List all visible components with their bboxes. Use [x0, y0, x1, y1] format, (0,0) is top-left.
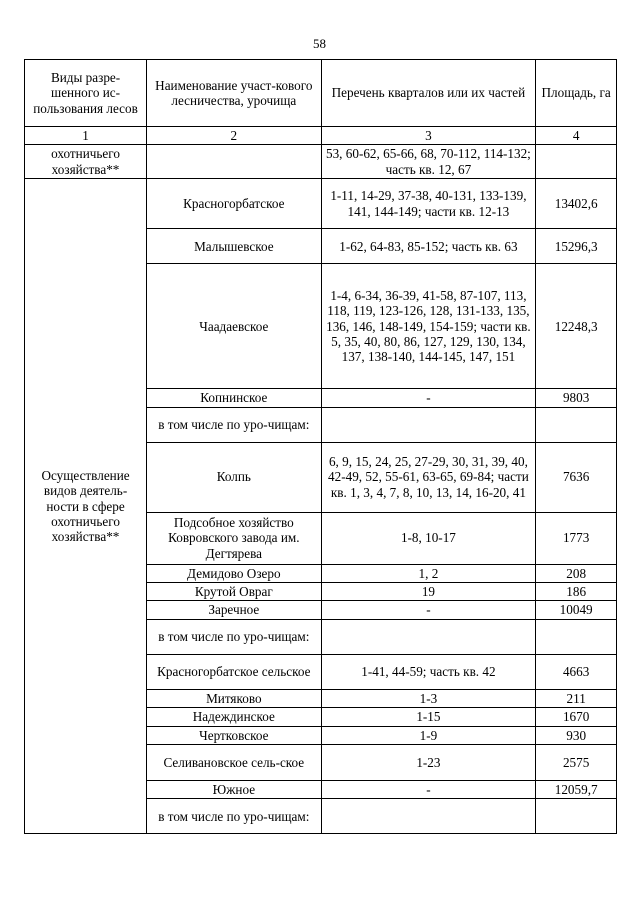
column-number: 4 [536, 127, 617, 145]
area-value: 1773 [536, 512, 617, 564]
area-value: 4663 [536, 654, 617, 689]
area-value: 10049 [536, 601, 617, 619]
forestry-name: Южное [147, 781, 321, 799]
forestry-name: Демидово Озеро [147, 564, 321, 582]
forestry-name: Красногорбатское [147, 179, 321, 229]
forestry-name: Копнинское [147, 389, 321, 407]
quarters-list: - [321, 781, 536, 799]
quarters-list: - [321, 601, 536, 619]
quarters-list: 1-9 [321, 726, 536, 744]
quarters-list [321, 799, 536, 834]
quarters-list: - [321, 389, 536, 407]
forestry-name: в том числе по уро-чищам: [147, 407, 321, 442]
forest-use-table [24, 59, 617, 834]
forestry-name: Подсобное хозяйство Ковровского завода им. Дегтярева [147, 512, 321, 564]
area-value [536, 619, 617, 654]
quarters-list: 1-11, 14-29, 37-38, 40-131, 133-139, 141, 144-149; части кв. 12-13 [321, 179, 536, 229]
quarters-list: 1-3 [321, 689, 536, 707]
area-value: 186 [536, 583, 617, 601]
quarters-list: 1-15 [321, 708, 536, 726]
forestry-name: Чаадаевское [147, 264, 321, 389]
area-value: 208 [536, 564, 617, 582]
area-value: 1670 [536, 708, 617, 726]
area-value: 15296,3 [536, 229, 617, 264]
quarters-list: 6, 9, 15, 24, 25, 27-29, 30, 31, 39, 40, 42-49, 52, 55-61, 63-65, 69-84; части кв. 1, 3, 4, 7, 8, 10, 13, 14, 16-20, 41 [321, 442, 536, 512]
table-row [25, 145, 617, 179]
use-type-cell-bottom: Осуществление видов деятель-ности в сфере охотничьего хозяйства** [25, 179, 147, 834]
column-number: 3 [321, 127, 536, 145]
area-value: 2575 [536, 745, 617, 781]
header-area: Площадь, га [536, 60, 617, 127]
header-row [25, 60, 617, 127]
quarters-list: 1-8, 10-17 [321, 512, 536, 564]
forestry-name: Красногорбатское сельское [147, 654, 321, 689]
forestry-name: Крутой Овраг [147, 583, 321, 601]
area-value: 930 [536, 726, 617, 744]
quarters-list: 1-62, 64-83, 85-152; часть кв. 63 [321, 229, 536, 264]
quarters-list: 19 [321, 583, 536, 601]
forestry-name: в том числе по уро-чищам: [147, 799, 321, 834]
forestry-name: Заречное [147, 601, 321, 619]
forestry-name: Чертковское [147, 726, 321, 744]
area-value [536, 799, 617, 834]
area-value: 12059,7 [536, 781, 617, 799]
header-forestry-name: Наименование участ-кового лесничества, урочища [147, 60, 321, 127]
quarters-list [321, 407, 536, 442]
area-value: 211 [536, 689, 617, 707]
forestry-name: Митяково [147, 689, 321, 707]
forestry-name [147, 145, 321, 179]
quarters-list: 1, 2 [321, 564, 536, 582]
header-use-type: Виды разре-шенного ис-пользования лесов [25, 60, 147, 127]
quarters-list: 1-23 [321, 745, 536, 781]
forestry-name: Колпь [147, 442, 321, 512]
area-value: 13402,6 [536, 179, 617, 229]
area-value: 12248,3 [536, 264, 617, 389]
quarters-list: 53, 60-62, 65-66, 68, 70-112, 114-132; часть кв. 12, 67 [321, 145, 536, 179]
quarters-list [321, 619, 536, 654]
table-row [25, 179, 617, 229]
area-value [536, 407, 617, 442]
page-number: 58 [313, 36, 326, 51]
column-number: 1 [25, 127, 147, 145]
area-value: 7636 [536, 442, 617, 512]
header-quarters-list: Перечень кварталов или их частей [321, 60, 536, 127]
use-type-cell-top: охотничьего хозяйства** [25, 145, 147, 179]
quarters-list: 1-4, 6-34, 36-39, 41-58, 87-107, 113, 118, 119, 123-126, 128, 131-133, 135, 136, 146, 148-149, 154-159; части кв. 5, 35, 40, 80, 86, 127, 129, 130, 134, 137, 138-140, 144-145, 147, 151 [321, 264, 536, 389]
forestry-name: в том числе по уро-чищам: [147, 619, 321, 654]
forestry-name: Малышевское [147, 229, 321, 264]
forestry-name: Селивановское сель-ское [147, 745, 321, 781]
forestry-name: Надеждинское [147, 708, 321, 726]
column-number-row [25, 127, 617, 145]
column-number: 2 [147, 127, 321, 145]
area-value: 9803 [536, 389, 617, 407]
quarters-list: 1-41, 44-59; часть кв. 42 [321, 654, 536, 689]
area-value [536, 145, 617, 179]
